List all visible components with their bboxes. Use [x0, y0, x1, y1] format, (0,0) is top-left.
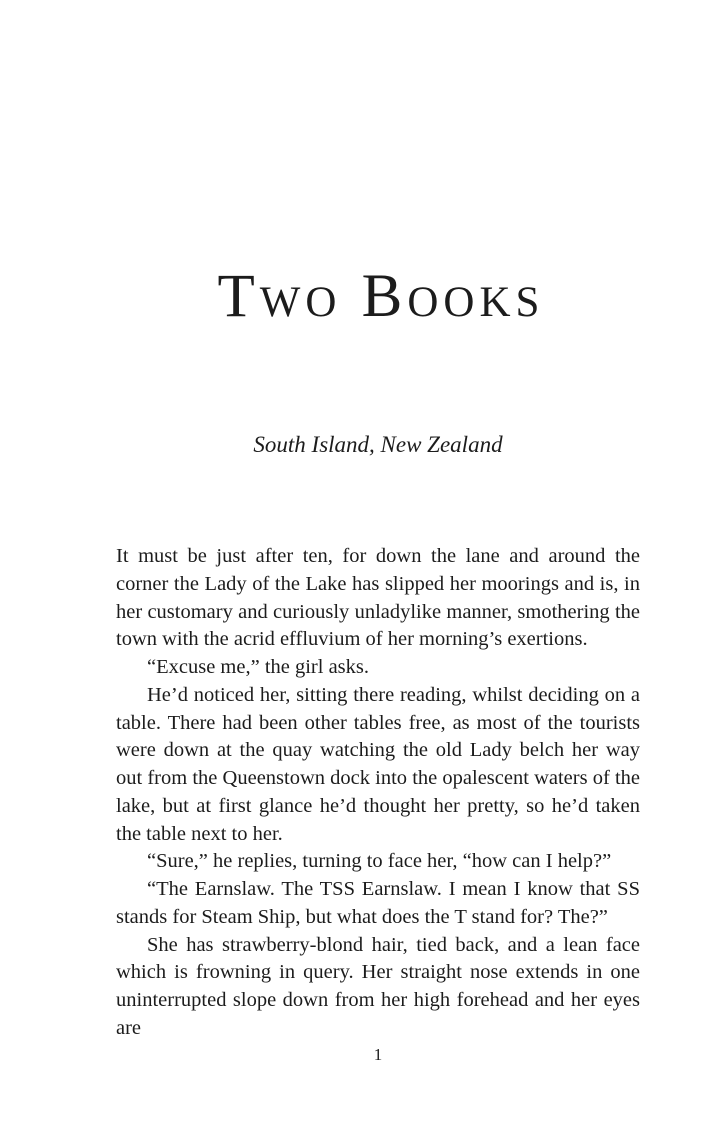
page-number: 1 — [373, 1045, 383, 1064]
chapter-body — [116, 543, 640, 1043]
paragraph: She has strawberry-blond hair, tied back, and a lean face which is frowning in query. Her straight nose extends in one uninterrupted slope down from her high forehead and her eyes are — [116, 933, 640, 1039]
paragraph: “Excuse me,” the girl asks. — [147, 656, 370, 678]
chapter-subtitle: South Island, New Zealand — [253, 432, 503, 457]
paragraph: It must be just after ten, for down the lane and around the corner the Lady of the Lake has slipped her moorings and is, in her customary and curiously unladylike manner, smothering the town with the acrid effluvium of her morning’s exertions. — [116, 545, 640, 651]
paragraph: “Sure,” he replies, turning to face her, “how can I help?” — [147, 850, 612, 873]
paragraph: “The Earnslaw. The TSS Earnslaw. I mean I know that SS stands for Steam Ship, but what does the T stand for? The?” — [116, 878, 640, 928]
chapter-title: Two Books — [217, 263, 545, 330]
paragraph: He’d noticed her, sitting there reading, whilst deciding on a table. There had been other tables free, as most of the tourists were down at the quay watching the old Lady belch her way out from the Queenstown dock into the opalescent waters of the lake, but at first glance he’d thought her pretty, so he’d taken the table next to her. — [116, 683, 640, 845]
